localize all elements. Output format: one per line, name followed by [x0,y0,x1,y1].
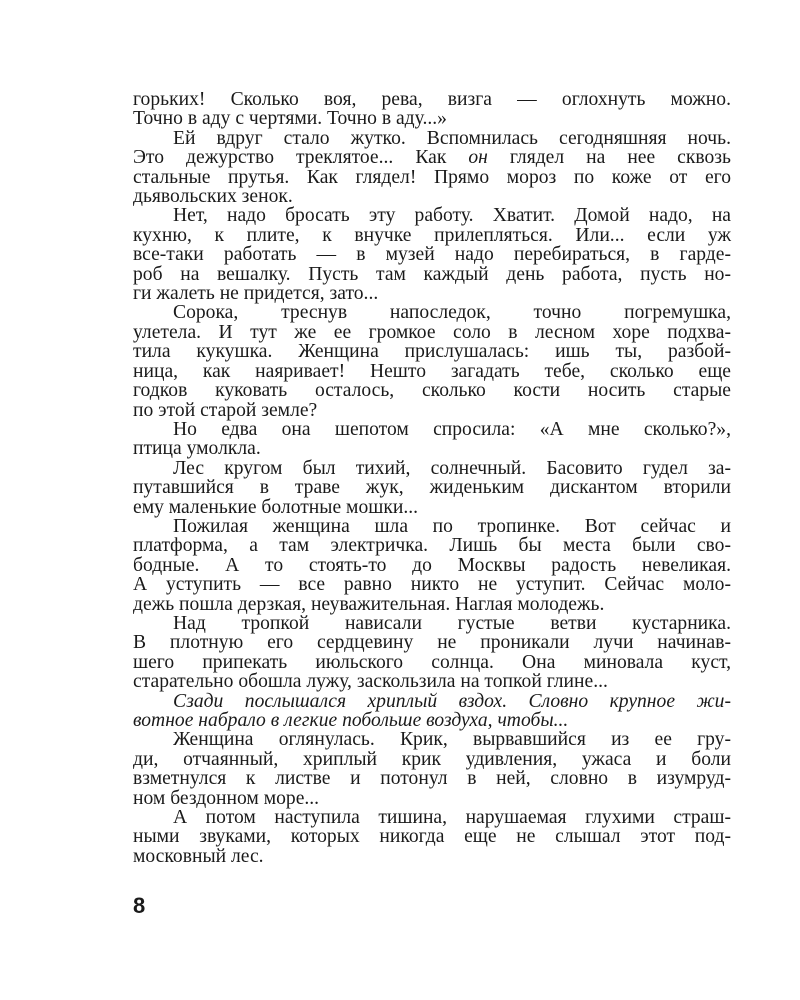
italic-text-line [133,692,731,711]
text-line: Лес кругом был тихий, солнечный. Басовито гудел за- [173,457,731,479]
text-line: ница, как наяривает! Нешто загадать тебе, сколько еще [133,360,731,382]
text-line: Ей вдруг стало жутко. Вспомнилась сегодняшняя ночь. [173,127,731,149]
text-line: ги жалеть не придется, зато... [133,283,379,305]
text-line: тила кукушка. Женщина прислушалась: ишь ты, разбой- [133,341,731,363]
text-line: А потом наступила тишина, нарушаемая глухими страш- [173,807,731,829]
italic-text: вотное набрало в легкие побольше воздуха, чтобы... [133,710,569,731]
text-line: В плотную его сердцевину не проникали лучи начинав- [133,632,731,654]
emphasized-word: он [468,147,488,169]
text-line: Нет, надо бросать эту работу. Хватит. Домой надо, на [173,205,731,227]
text-line: московный лес. [133,845,264,867]
text-line: улетела. И тут же ее громкое соло в лесном хоре подхва- [133,321,731,343]
text-line: шего припекать июльского солнца. Она миновала куст, [133,651,731,673]
text-line: А уступить — все равно никто не уступит. Сейчас моло- [133,574,731,596]
page-number: 8 [133,893,146,918]
text-line: Женщина оглянулась. Крик, вырвавшийся из ее гру- [173,729,731,751]
text-line: платформа, а там электричка. Лишь бы места были сво- [133,535,731,557]
text-line: ему маленькие болотные мошки... [133,496,419,518]
italic-text: Сзади послышался хриплый вздох. Словно крупное жи- [173,690,731,712]
text-line: все-таки работать — в музей надо перебираться, в гарде- [133,244,731,266]
text-line: по этой старой земле? [133,399,318,421]
text-line: дежь пошла дерзкая, неуважительная. Наглая молодежь. [133,593,605,615]
text-line: стальные прутья. Как глядел! Прямо мороз по коже от его [133,166,731,188]
text-fragment: Это дежурство треклятое... Как [133,147,447,169]
text-line: годков куковать осталось, сколько кости носить старые [133,380,731,402]
text-line: горьких! Сколько воя, рева, визга — оглохнуть можно. [133,89,731,110]
text-line: Над тропкой нависали густые ветви кустарника. [173,612,731,634]
body-text [133,90,731,866]
text-line: кухню, к плите, к внучке прилепляться. Или... если уж [133,224,731,246]
text-line [133,148,731,167]
italic-text-line [133,711,731,730]
text-fragment: глядел на нее сквозь [509,147,731,169]
text-line: Сорока, треснув напоследок, точно погремушка, [173,302,731,324]
text-line: старательно обошла лужу, заскользила на топкой глине... [133,671,608,693]
text-line: ными звуками, которых никогда еще не слышал этот под- [133,826,731,848]
text-line: ном бездонном море... [133,787,320,809]
text-line: птица умолкла. [133,438,261,460]
text-line: Точно в аду с чертями. Точно в аду...» [133,108,447,130]
text-line: бодные. А то стоять-то до Москвы радость невеликая. [133,554,731,576]
text-line: путавшийся в траве жук, жиденьким дискантом вторили [133,477,731,499]
text-line: роб на вешалку. Пусть там каждый день работа, пусть но- [133,263,731,285]
text-line: взметнулся к листве и потонул в ней, словно в изумруд- [133,768,731,790]
text-line: дьявольских зенок. [133,186,293,208]
text-line: ди, отчаянный, хриплый крик удивления, ужаса и боли [133,748,731,770]
text-line: Пожилая женщина шла по тропинке. Вот сейчас и [173,515,731,537]
text-line: Но едва она шепотом спросила: «А мне сколько?», [173,418,731,440]
